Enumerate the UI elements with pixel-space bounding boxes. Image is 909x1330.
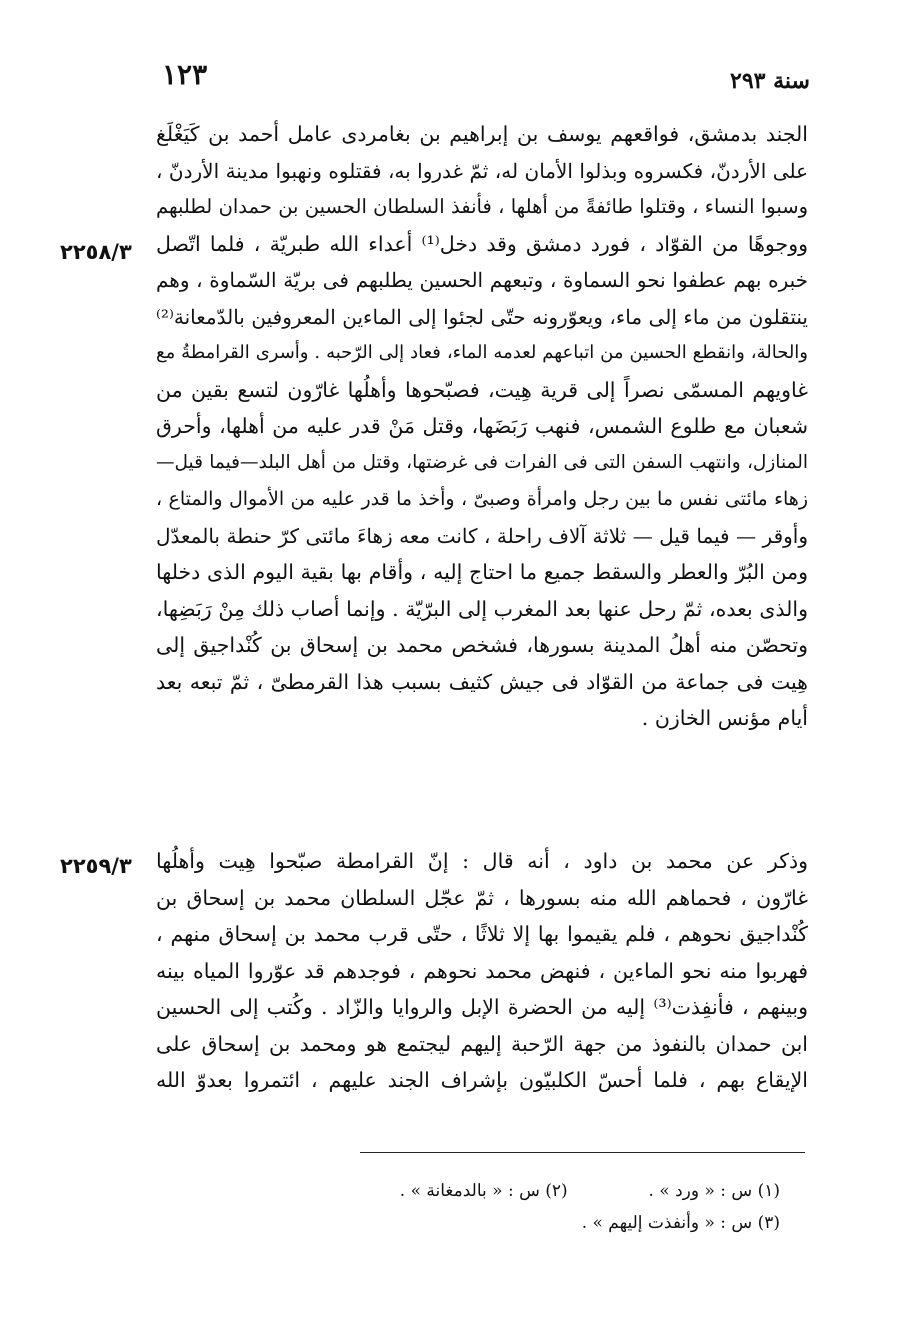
text-line: شعبان مع طلوع الشمس، فنهب رَبَضَها، وقتل مَنْ قدر عليه من أهلها، وأحرق <box>156 414 808 438</box>
footnote-divider <box>360 1152 805 1153</box>
text-line: ووجوهًا من القوّاد ، فورد دمشق وقد دخل⁽¹⁾ أعداء الله طبريّة ، فلما اتّصل <box>156 231 808 256</box>
text-line: ابن حمدان بالنفوذ من جهة الرّحبة إليهم ليجتمع هو ومحمد بن إسحاق على <box>156 1031 808 1056</box>
text-line: والحالة، وانقطع الحسين من اتباعهم لعدمه الماء، فعاد إلى الرّحبه . وأسرى القرامطةُ مع <box>156 342 808 363</box>
text-line: الجند بدمشق، فواقعهم يوسف بن إبراهيم بن بغامردى عامل أحمد بن كَيَغْلَغ <box>156 122 808 146</box>
text-line: فهربوا منه نحو الماءين ، فنهض محمد نحوهم ، فوجدهم قد عوّروا المياه بينه <box>156 958 808 983</box>
text-line: هِيت فى جماعة من القوّاد فى جيش كثيف بسبب هذا القرمطىّ ، ثمّ تبعه بعد <box>156 669 808 694</box>
margin-reference: ٢٢٥٩/٣ <box>60 854 132 878</box>
footnote-3: (٣) س : « وأنفذت إليهم » . <box>581 1213 780 1233</box>
text-line: الإيقاع بهم ، فلما أحسّ الكلبيّون بإشراف الجند عليهم ، ائتمروا بعدوّ الله <box>156 1068 808 1092</box>
text-line: زهاء مائتى نفس ما بين رجل وامرأة وصبىّ ، وأخذ ما قدر عليه من الأموال والمتاع ، <box>156 488 808 510</box>
text-line: والذى بعده، ثمّ رحل عنها بعد المغرب إلى البرّيّة . وإنما أصاب ذلك مِنْ رَبَضِها، <box>156 596 808 621</box>
year-heading: سنة ٢٩٣ <box>730 68 810 94</box>
text-line: وتحصّن منه أهلُ المدينة بسورها، فشخص محمد بن إسحاق بن كُنْداجيق إلى <box>156 633 808 657</box>
running-header <box>150 58 810 98</box>
margin-reference: ٢٢٥٨/٣ <box>60 240 132 264</box>
footnote-row <box>300 1207 780 1239</box>
text-line: خبره بهم عطفوا نحو السماوة ، وتبعهم الحسين يطلبهم فى بريّة السّماوة ، وهم <box>156 268 808 292</box>
text-line: غاويهم المسمّى نصراً إلى قرية هِيت، فصبّحوها وأهلُها غارّون لتسع بقين من <box>156 377 808 402</box>
text-line: على الأردنّ، فكسروه وبذلوا الأمان له، ثمّ غدروا به، فقتلوه ونهبوا مدينة الأردنّ ، <box>156 158 808 183</box>
page-number: ١٢٣ <box>162 58 208 91</box>
footnote-2: (٢) س : « بالدمغانة » . <box>399 1181 568 1201</box>
text-line: ينتقلون من ماء إلى ماء، ويعوّرونه حتّى لجئوا إلى الماءين المعروفين بالدّمعانة⁽²⁾ <box>156 304 808 329</box>
footnote-row <box>300 1175 780 1207</box>
paragraph-1 <box>156 116 808 737</box>
text-line: وبينهم ، فأنفِذت⁽³⁾ إليه من الحضرة الإبل والروايا والزّاد . وكُتب إلى الحسين <box>156 995 808 1019</box>
text-line: وأوقر — فيما قيل — ثلاثة آلاف راحلة ، كانت معه زهاءَ مائتى كرّ حنطة بالمعدّل <box>156 523 808 548</box>
text-line: كُنْداجيق نحوهم ، فلم يقيموا بها إلا ثلاثًا ، حتّى قرب محمد بن إسحاق منهم ، <box>156 922 808 946</box>
text-line: المنازل، وانتهب السفن التى فى الفرات فى غرضتها، وقتل من أهل البلد—فيما قيل— <box>156 451 808 473</box>
footnote-1: (١) س : « ورد » . <box>648 1181 780 1201</box>
paragraph-2 <box>156 843 808 1099</box>
text-line: أيام مؤنس الخازن . <box>641 706 808 730</box>
text-line: وذكر عن محمد بن داود ، أنه قال : إنّ القرامطة صبّحوا هِيت وأهلُها <box>156 849 808 873</box>
text-line: ومن البُرّ والعطر والسقط جميع ما احتاج إليه ، وأقام بها بقية اليوم الذى دخلها <box>156 560 808 584</box>
footnotes <box>300 1175 780 1239</box>
text-line: غارّون ، فحماهم الله منه بسورها ، ثمّ عجّل السلطان محمد بن إسحاق بن <box>156 885 808 910</box>
text-line: وسبوا النساء ، وقتلوا طائفةً من أهلها ، فأنفذ السلطان الحسين بن حمدان لطلبهم <box>156 195 808 218</box>
